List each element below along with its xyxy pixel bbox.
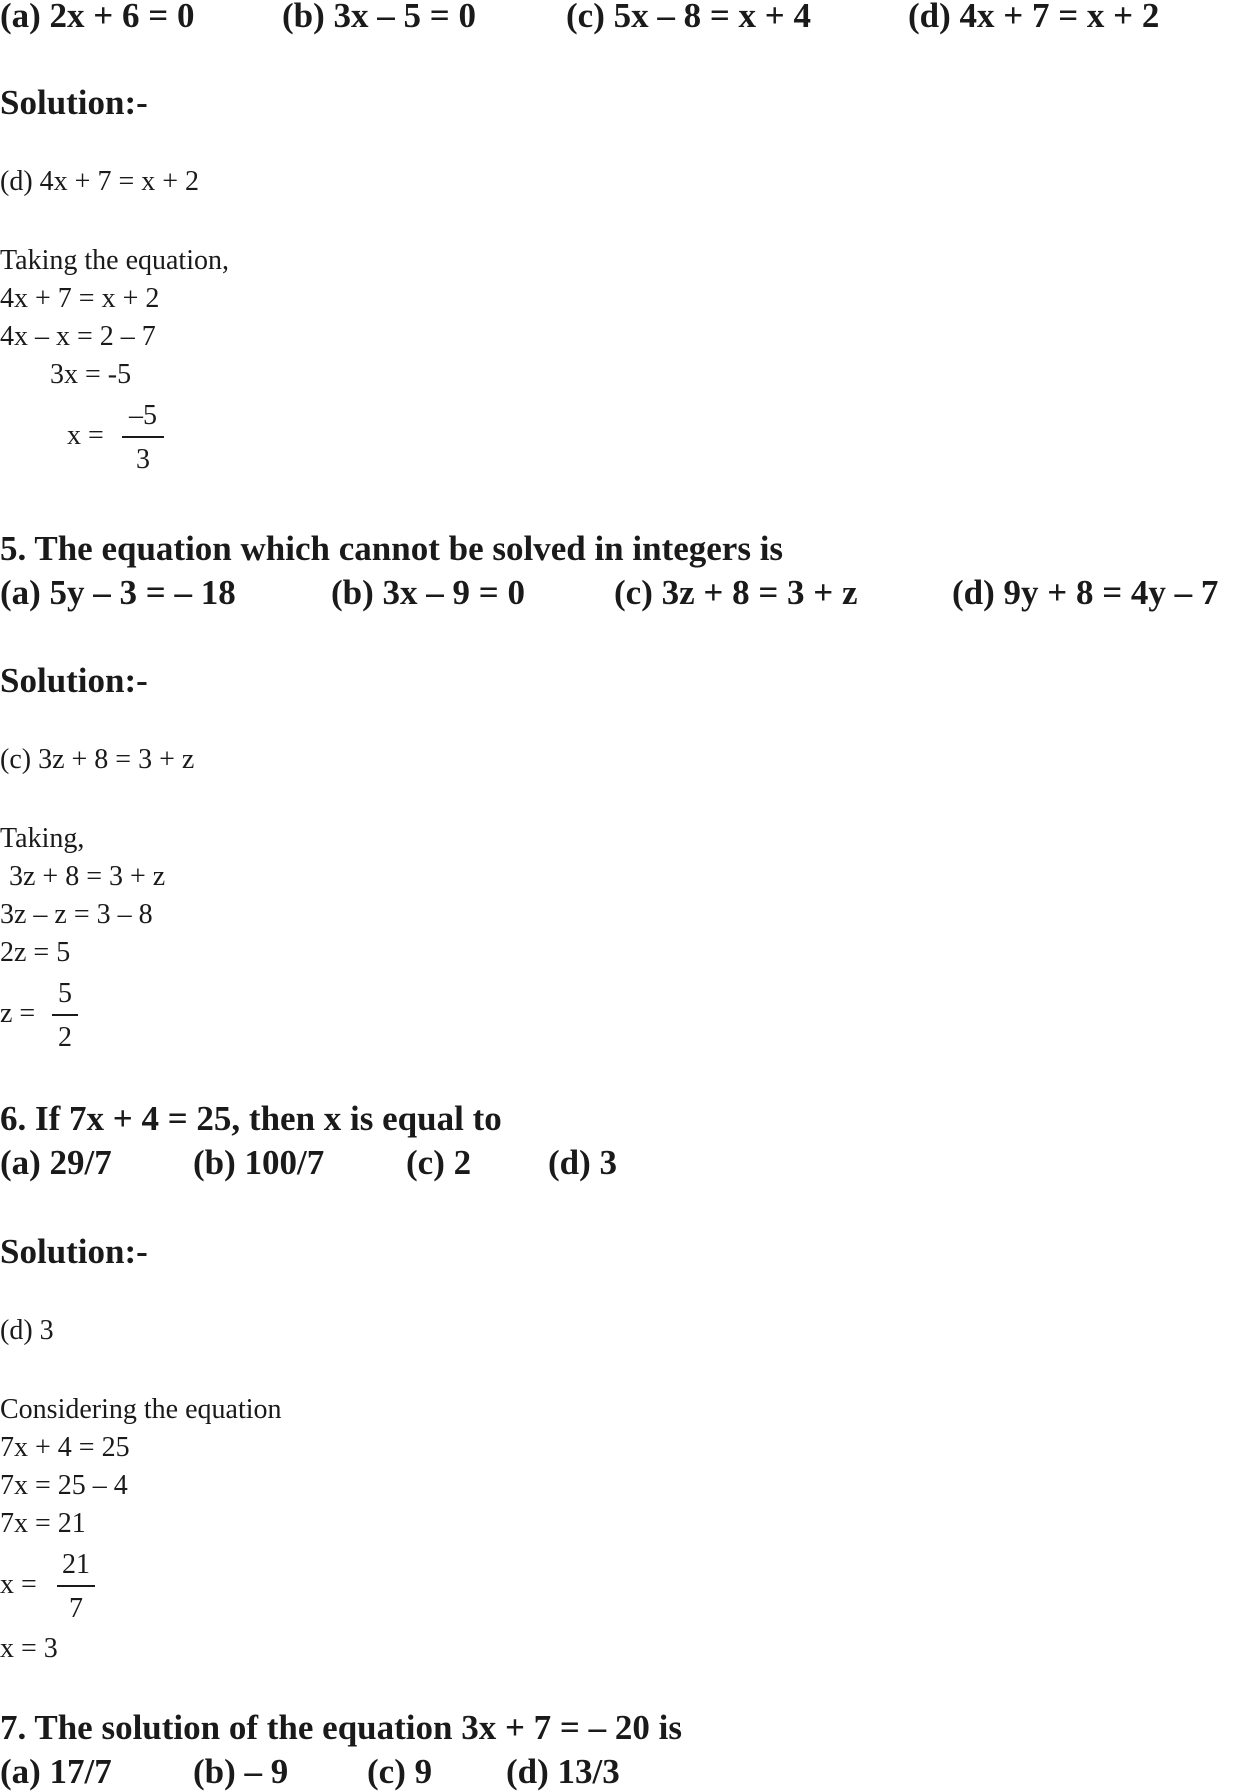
- q4-option-d: (d) 4x + 7 = x + 2: [908, 0, 1160, 35]
- q5-step-2: 3z – z = 3 – 8: [0, 899, 153, 930]
- q5-final-denominator: 2: [58, 1022, 72, 1053]
- q4-option-c: (c) 5x – 8 = x + 4: [566, 0, 811, 35]
- q4-step-3: 3x = -5: [50, 359, 132, 390]
- q6-step-3: 7x = 21: [0, 1508, 86, 1539]
- q5-fraction-bar: [52, 1014, 78, 1016]
- q6-final-numerator: 21: [62, 1549, 90, 1580]
- q6-answer: (d) 3: [0, 1315, 54, 1346]
- q6-option-d: (d) 3: [548, 1143, 618, 1182]
- q4-final-numerator: –5: [129, 400, 157, 431]
- q6-option-a: (a) 29/7: [0, 1143, 112, 1182]
- q7-question: 7. The solution of the equation 3x + 7 = – 20 is: [0, 1708, 682, 1747]
- q6-option-b: (b) 100/7: [193, 1143, 325, 1182]
- q5-final-numerator: 5: [58, 978, 72, 1009]
- q6-final-lhs: x =: [0, 1569, 37, 1600]
- q5-answer: (c) 3z + 8 = 3 + z: [0, 744, 195, 775]
- q6-fraction-bar: [57, 1585, 95, 1587]
- q4-final-denominator: 3: [136, 444, 150, 475]
- q7-option-b: (b) – 9: [193, 1752, 289, 1791]
- q7-option-c: (c) 9: [367, 1752, 433, 1791]
- q6-intro: Considering the equation: [0, 1394, 282, 1425]
- q6-step-2: 7x = 25 – 4: [0, 1470, 128, 1501]
- q5-option-b: (b) 3x – 9 = 0: [331, 573, 525, 612]
- q6-solution-heading: Solution:-: [0, 1232, 148, 1271]
- q5-intro: Taking,: [0, 823, 85, 854]
- q5-final-lhs: z =: [0, 998, 36, 1029]
- q4-intro: Taking the equation,: [0, 245, 229, 276]
- q7-option-a: (a) 17/7: [0, 1752, 112, 1791]
- q5-solution-heading: Solution:-: [0, 661, 148, 700]
- q5-option-d: (d) 9y + 8 = 4y – 7: [952, 573, 1219, 612]
- q6-result: x = 3: [0, 1633, 58, 1664]
- q6-final-fraction: [57, 1549, 95, 1627]
- q4-step-1: 4x + 7 = x + 2: [0, 283, 160, 314]
- q7-option-d: (d) 13/3: [506, 1752, 620, 1791]
- q5-step-3: 2z = 5: [0, 937, 71, 968]
- q5-option-c: (c) 3z + 8 = 3 + z: [614, 573, 858, 612]
- q6-step-1: 7x + 4 = 25: [0, 1432, 130, 1463]
- q5-final-fraction: [52, 978, 78, 1056]
- q6-option-c: (c) 2: [406, 1143, 472, 1182]
- q6-question: 6. If 7x + 4 = 25, then x is equal to: [0, 1099, 502, 1138]
- q4-final-fraction: [122, 400, 164, 478]
- q4-step-2: 4x – x = 2 – 7: [0, 321, 156, 352]
- q5-step-1: 3z + 8 = 3 + z: [9, 861, 166, 892]
- q4-answer: (d) 4x + 7 = x + 2: [0, 166, 200, 197]
- q4-option-a: (a) 2x + 6 = 0: [0, 0, 195, 35]
- q4-fraction-bar: [122, 436, 164, 438]
- q5-question: 5. The equation which cannot be solved in integers is: [0, 529, 784, 568]
- q4-solution-heading: Solution:-: [0, 83, 148, 122]
- q6-final-denominator: 7: [69, 1593, 83, 1624]
- q4-option-b: (b) 3x – 5 = 0: [282, 0, 476, 35]
- q5-option-a: (a) 5y – 3 = – 18: [0, 573, 236, 612]
- q4-final-lhs: x =: [67, 420, 104, 451]
